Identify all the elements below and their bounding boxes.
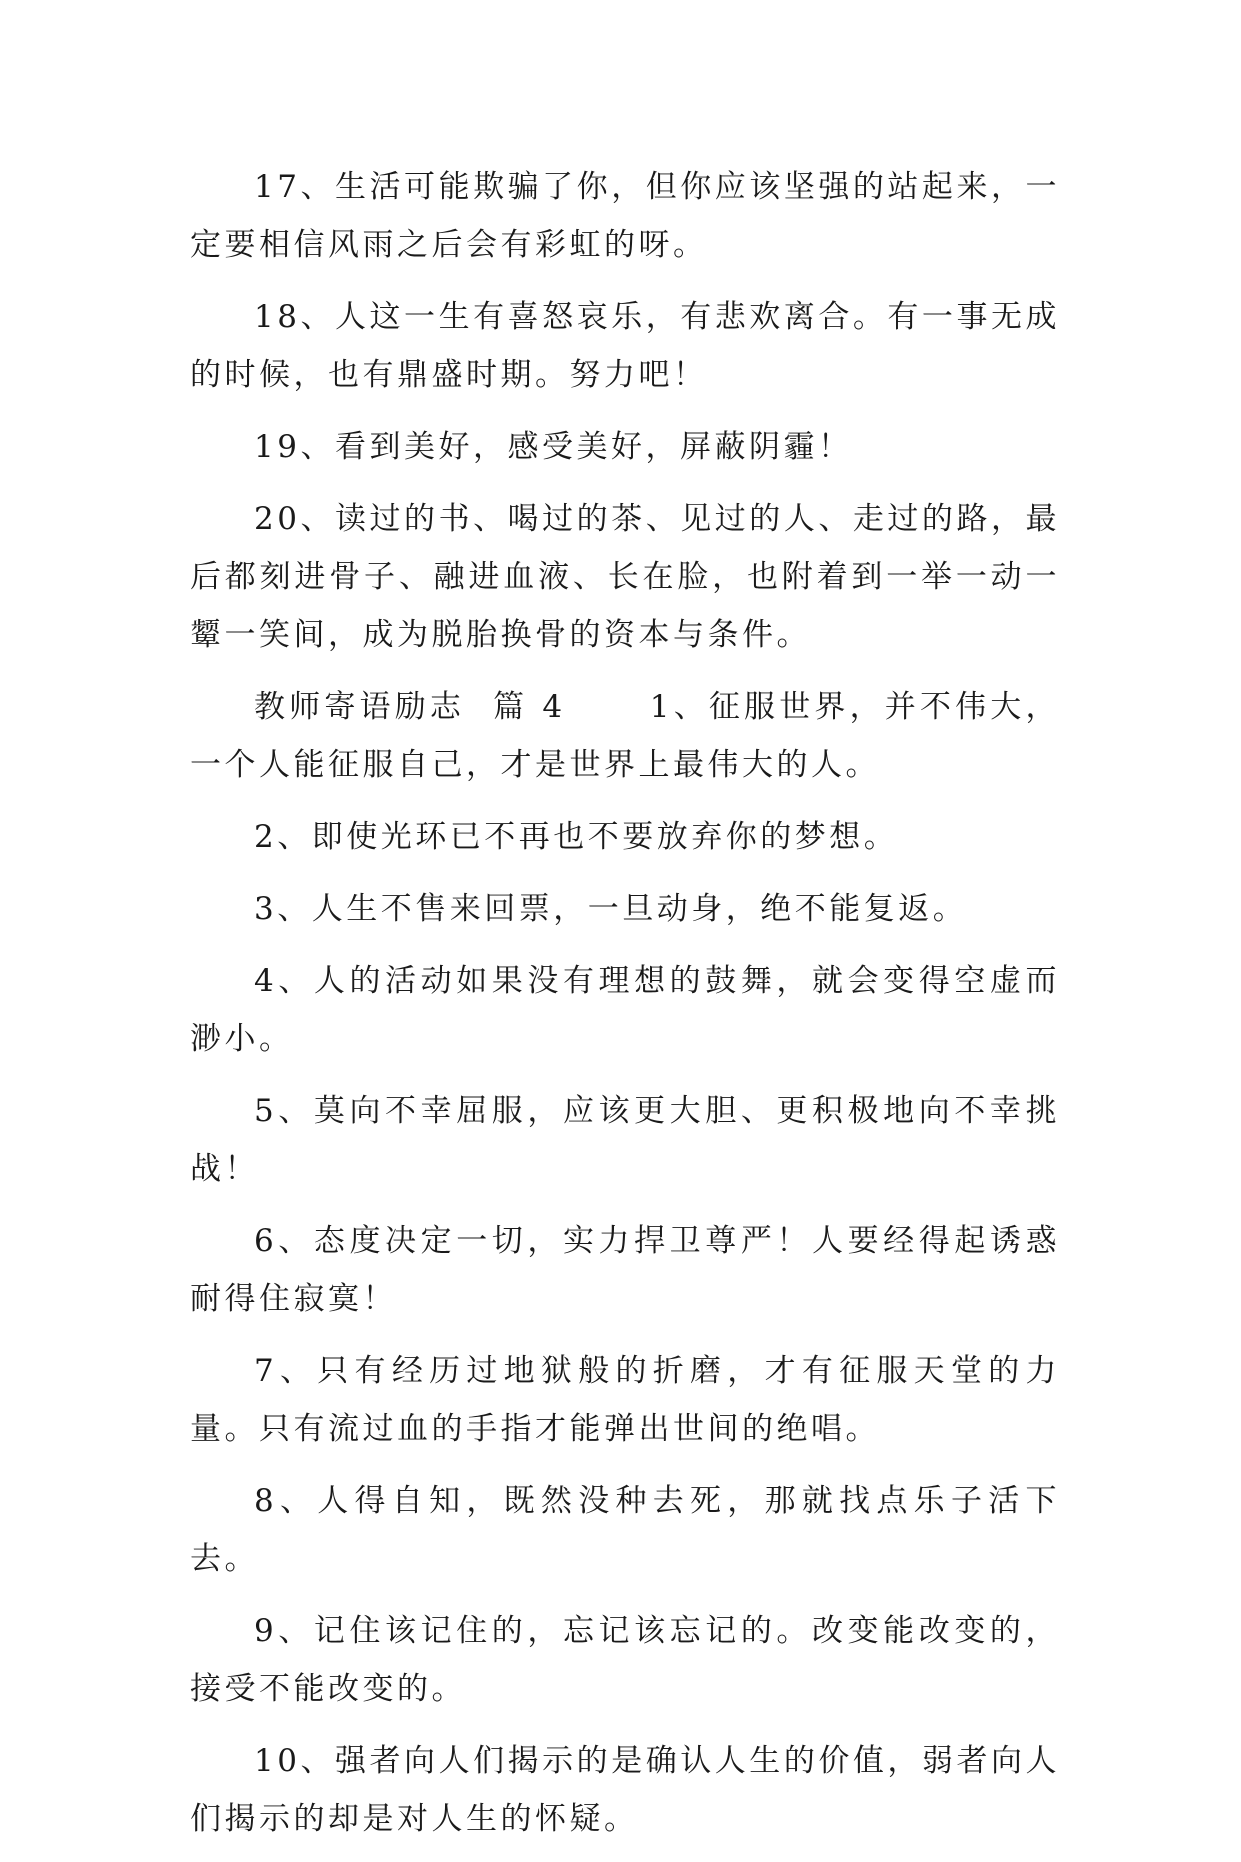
paragraph-19: 19、看到美好，感受美好，屏蔽阴霾！ <box>254 429 853 465</box>
paragraph-18: 18、人这一生有喜怒哀乐，有悲欢离合。有一事无成的时候，也有鼎盛时期。努力吧！ <box>190 299 1060 393</box>
paragraph-20: 20、读过的书、喝过的茶、见过的人、走过的路，最后都刻进骨子、融进血液、长在脸，也附着到一举一动一颦一笑间，成为脱胎换骨的资本与条件。 <box>190 501 1060 653</box>
paragraph-9: 9、记住该记住的，忘记该忘记的。改变能改变的，接受不能改变的。 <box>190 1613 1060 1707</box>
paragraph-7: 7、只有经历过地狱般的折磨，才有征服天堂的力量。只有流过血的手指才能弹出世间的绝唱。 <box>190 1353 1060 1447</box>
paragraph-8: 8、人得自知，既然没种去死，那就找点乐子活下去。 <box>190 1483 1060 1577</box>
paragraph-4: 4、人的活动如果没有理想的鼓舞，就会变得空虚而渺小。 <box>190 963 1060 1057</box>
document-body <box>190 158 1060 1862</box>
paragraph-10: 10、强者向人们揭示的是确认人生的价值，弱者向人们揭示的却是对人生的怀疑。 <box>190 1743 1060 1837</box>
paragraph-3: 3、人生不售来回票，一旦动身，绝不能复返。 <box>254 891 968 927</box>
paragraph-6: 6、态度决定一切，实力捍卫尊严！人要经得起诱惑耐得住寂寞！ <box>190 1223 1060 1317</box>
paragraph-17: 17、生活可能欺骗了你，但你应该坚强的站起来，一定要相信风雨之后会有彩虹的呀。 <box>190 169 1060 263</box>
paragraph-2: 2、即使光环已不再也不要放弃你的梦想。 <box>254 819 899 855</box>
paragraph-5: 5、莫向不幸屈服，应该更大胆、更积极地向不幸挑战！ <box>190 1093 1060 1187</box>
section-heading-paragraph-1: 教师寄语励志 篇 4 1、征服世界，并不伟大，一个人能征服自己，才是世界上最伟大的人。 <box>190 689 1060 783</box>
